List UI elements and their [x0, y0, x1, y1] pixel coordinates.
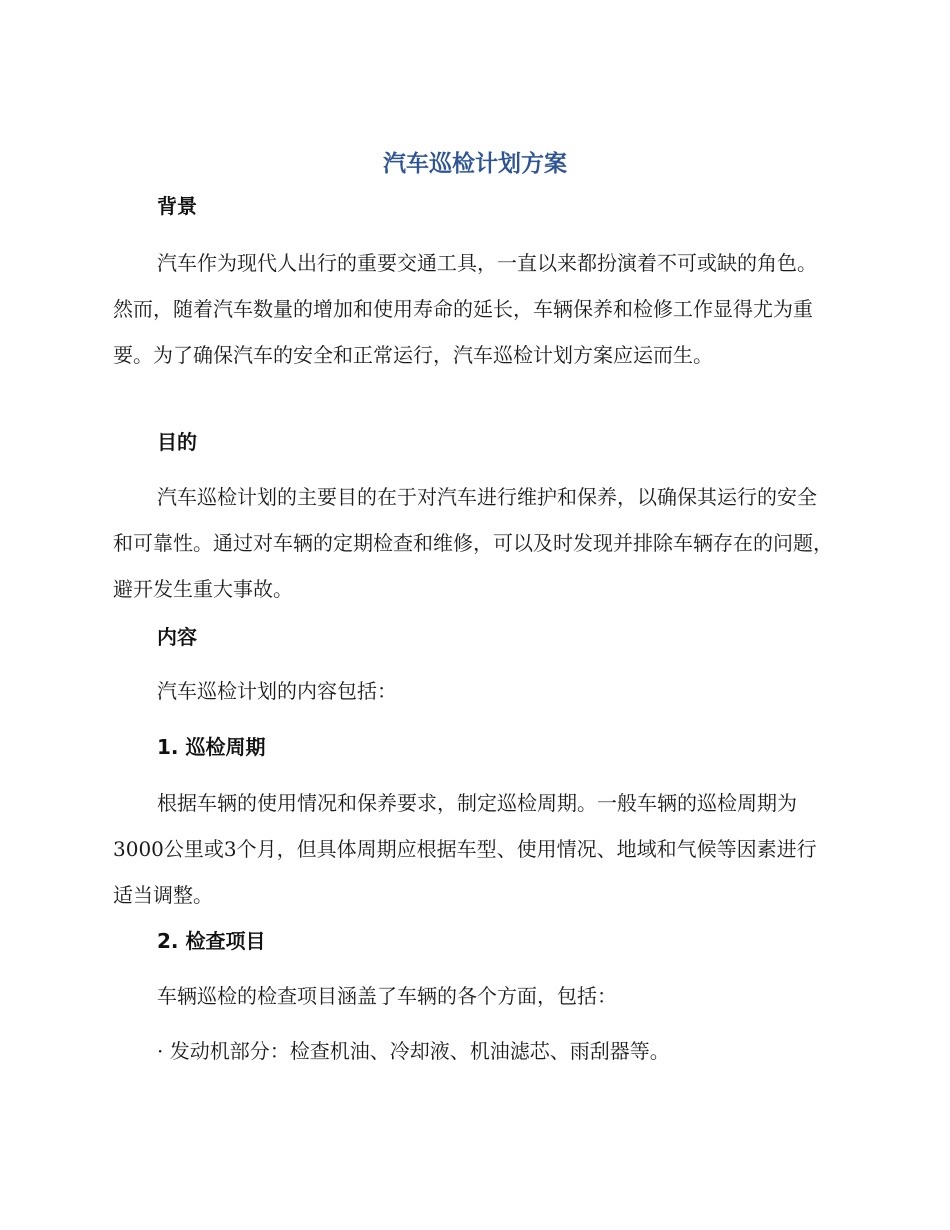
- section-heading-purpose: 目的: [157, 430, 197, 454]
- paragraph-background: 汽车作为现代人出行的重要交通工具，一直以来都扮演着不可或缺的角色。然而，随着汽车数量的增加和使用寿命的延长，车辆保养和检修工作显得尤为重要。为了确保汽车的安全和正常运行，汽车巡检计划方案应运而生。: [113, 251, 817, 367]
- paragraph-inspection-cycle: 根据车辆的使用情况和保养要求，制定巡检周期。一般车辆的巡检周期为3000公里或3个月，但具体周期应根据车型、使用情况、地域和气候等因素进行适当调整。: [113, 791, 817, 907]
- section-heading-background: 背景: [157, 194, 197, 218]
- content-intro: 汽车巡检计划的内容包括：: [157, 679, 397, 703]
- inspection-items-intro: 车辆巡检的检查项目涵盖了车辆的各个方面，包括：: [157, 984, 617, 1008]
- paragraph-purpose: 汽车巡检计划的主要目的在于对汽车进行维护和保养，以确保其运行的安全和可靠性。通过对车辆的定期检查和维修，可以及时发现并排除车辆存在的问题，避开发生重大事故。: [113, 485, 833, 601]
- bullet-engine: · 发动机部分：检查机油、冷却液、机油滤芯、雨刮器等。: [157, 1039, 670, 1063]
- section-heading-inspection-items: 2. 检查项目: [157, 929, 266, 953]
- section-heading-content: 内容: [157, 625, 197, 649]
- section-heading-inspection-cycle: 1. 巡检周期: [157, 735, 266, 759]
- document-title: 汽车巡检计划方案: [383, 151, 567, 177]
